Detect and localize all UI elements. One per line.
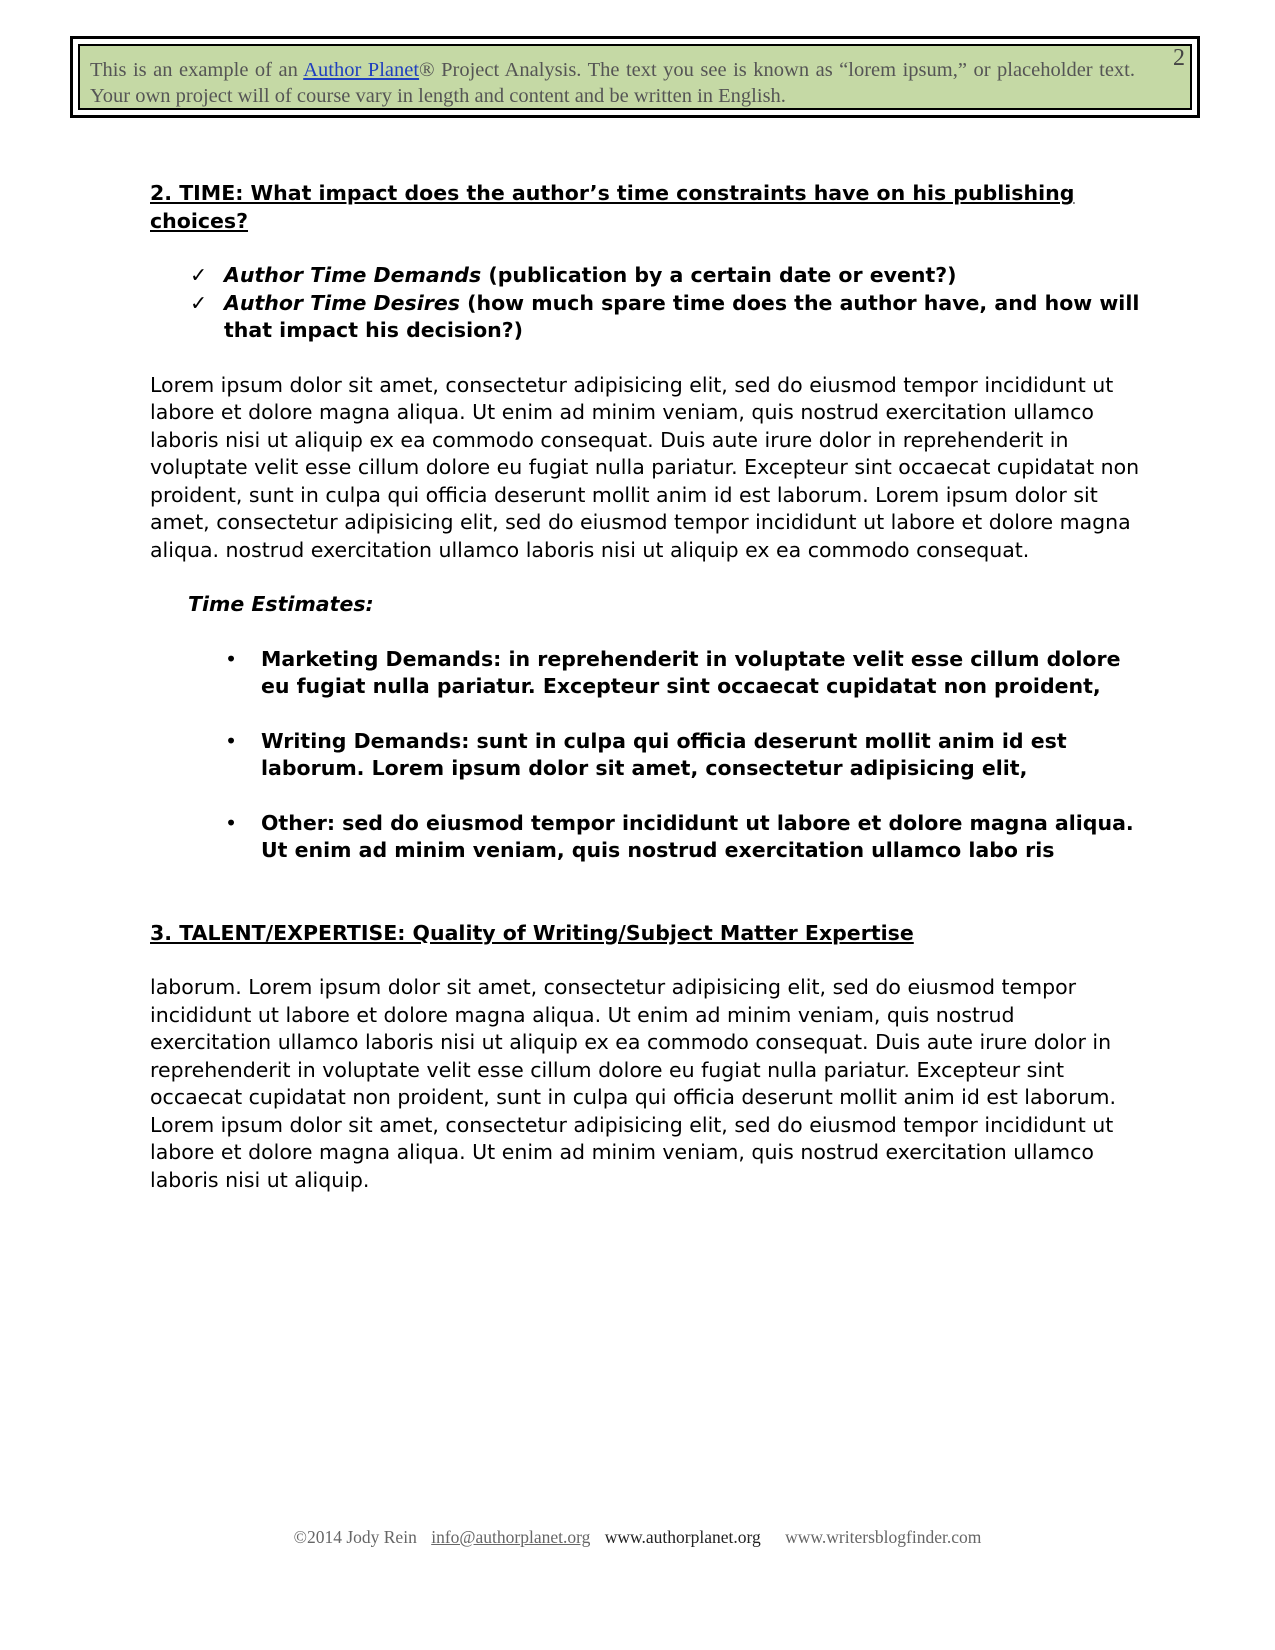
banner-text-after: ® Project Analysis. The text you see is known as “lorem ipsum,” or placeholder text. Your own project will of course vary in length and content and be written in English. xyxy=(90,59,1135,107)
checklist-item-label: Author Time Desires xyxy=(224,290,460,315)
banner-text-before: This is an example of an xyxy=(90,59,304,81)
document-body xyxy=(150,180,1140,1194)
estimate-item xyxy=(225,810,1140,865)
footer-copyright: ©2014 Jody Rein xyxy=(293,1527,417,1547)
page-footer xyxy=(0,1527,1275,1548)
section-3-paragraph: laborum. Lorem ipsum dolor sit amet, consectetur adipisicing elit, sed do eiusmod tempor incididunt ut labore et dolore magna aliqua. Ut enim ad minim veniam, quis nostrud exercitation ullamco laboris nisi ut aliquip ex ea commodo consequat. Duis aute irure dolor in reprehenderit in voluptate velit esse cillum dolore eu fugiat nulla pariatur. Excepteur sint occaecat cupidatat non proident, sunt in culpa qui officia deserunt mollit anim id est laborum. Lorem ipsum dolor sit amet, consectetur adipisicing elit, sed do eiusmod tempor incididunt ut labore et dolore magna aliqua. Ut enim ad minim veniam, quis nostrud exercitation ullamco laboris nisi ut aliquip. xyxy=(150,975,1116,1192)
page-number: 2 xyxy=(1173,45,1185,71)
estimate-item xyxy=(225,646,1140,701)
bullet-icon: • xyxy=(225,810,238,835)
header-banner xyxy=(70,36,1200,118)
checkmark-icon: ✓ xyxy=(190,263,208,287)
section-2-heading: 2. TIME: What impact does the author’s time constraints have on his publishing choices? xyxy=(150,181,1075,233)
bullet-icon: • xyxy=(225,728,238,753)
footer-site-main: www.authorplanet.org xyxy=(604,1527,761,1547)
time-checklist xyxy=(150,262,1140,345)
estimate-item-text: Marketing Demands: in reprehenderit in voluptate velit esse cillum dolore eu fugiat nulla pariatur. Excepteur sint occaecat cupidatat non proident, xyxy=(261,646,1121,698)
author-planet-link[interactable]: Author Planet xyxy=(303,59,420,81)
estimate-item-text: Writing Demands: sunt in culpa qui officia deserunt mollit anim id est laborum. Lorem ipsum dolor sit amet, consectetur adipisicing elit, xyxy=(261,728,1067,780)
section-3-heading: 3. TALENT/EXPERTISE: Quality of Writing/Subject Matter Expertise xyxy=(150,920,914,945)
estimate-item xyxy=(225,728,1140,783)
checklist-item-text: (publication by a certain date or event?) xyxy=(481,263,957,287)
checklist-item xyxy=(190,262,1140,290)
banner-note xyxy=(78,44,1192,110)
estimate-item-text: Other: sed do eiusmod tempor incididunt ut labore et dolore magna aliqua. Ut enim ad minim veniam, quis nostrud exercitation ullamco labo ris xyxy=(261,810,1134,862)
footer-site-blog: www.writersblogfinder.com xyxy=(785,1527,982,1547)
checklist-item-text: (how much spare time does the author have, and how will that impact his decision?) xyxy=(224,290,1140,342)
footer-email-link[interactable]: info@authorplanet.org xyxy=(431,1527,591,1547)
section-2-paragraph: Lorem ipsum dolor sit amet, consectetur adipisicing elit, sed do eiusmod tempor incididunt ut labore et dolore magna aliqua. Ut enim ad minim veniam, quis nostrud exercitation ullamco laboris nisi ut aliquip ex ea commodo consequat. Duis aute irure dolor in reprehenderit in voluptate velit esse cillum dolore eu fugiat nulla pariatur. Excepteur sint occaecat cupidatat non proident, sunt in culpa qui officia deserunt mollit anim id est laborum. Lorem ipsum dolor sit amet, consectetur adipisicing elit, sed do eiusmod tempor incididunt ut labore et dolore magna aliqua. nostrud exercitation ullamco laboris nisi ut aliquip ex ea commodo consequat. xyxy=(150,372,1140,562)
bullet-icon: • xyxy=(225,646,238,671)
checklist-item xyxy=(190,290,1140,345)
time-estimates-label: Time Estimates: xyxy=(188,592,374,616)
checklist-item-label: Author Time Demands xyxy=(224,263,482,287)
time-estimates-list xyxy=(150,646,1140,865)
checkmark-icon: ✓ xyxy=(190,290,208,315)
